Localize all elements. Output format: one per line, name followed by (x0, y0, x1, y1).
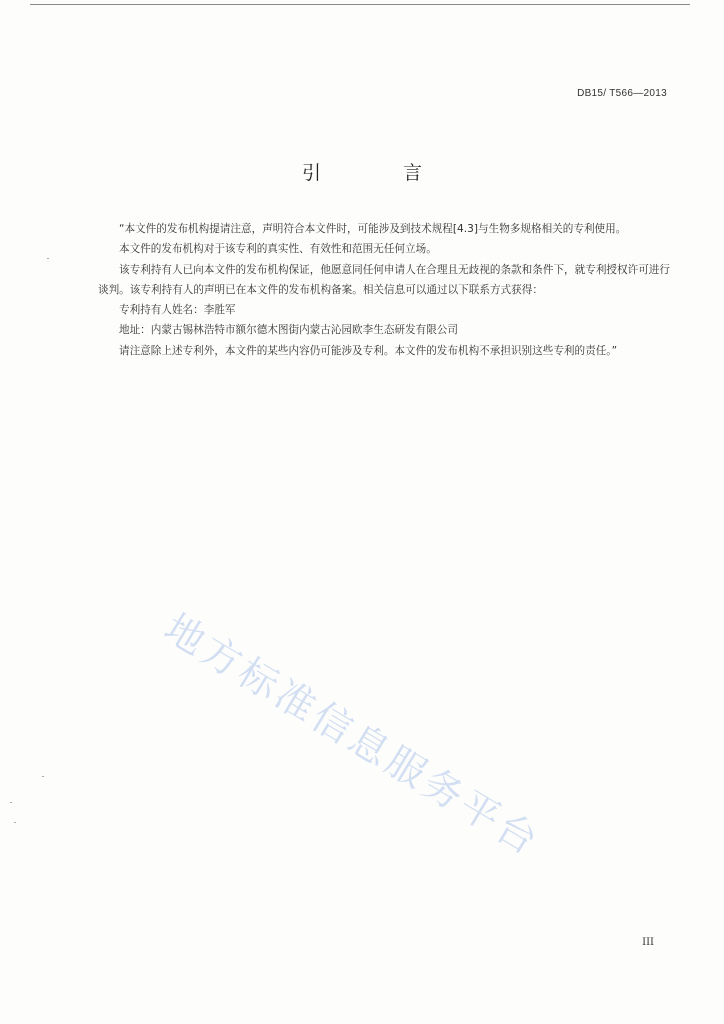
paragraph-holder-address: 地址：内蒙古锡林浩特市额尔德木图街内蒙古沁园欧李生态研发有限公司 (119, 324, 458, 337)
paragraph-holder-guarantee: 该专利持有人已向本文件的发布机构保证，他愿意同任何申请人在合理且无歧视的条款和条件下，就专利授权许可进行谈判。该专利持有人的声明已在本文件的发布机构备案。相关信息可以通过以下联系方式获得： (98, 263, 670, 296)
scan-speck (10, 802, 12, 803)
paragraph-holder-name: 专利持有人姓名：李胜军 (119, 304, 236, 317)
section-title: 引 言 (301, 162, 461, 184)
watermark: 地方标准信息服务平台 (156, 605, 548, 866)
paragraph-patent-notice: “本文件的发布机构提请注意，声明符合本文件时，可能涉及到技术规程[4.3]与生物多规格相关的专利使用。 (119, 223, 627, 235)
page-number: III (642, 937, 654, 948)
scan-speck (47, 258, 49, 259)
paragraph-no-position: 本文件的发布机构对于该专利的真实性、有效性和范围无任何立场。 (119, 243, 437, 256)
paragraph-disclaimer: 请注意除上述专利外，本文件的某些内容仍可能涉及专利。本文件的发布机构不承担识别这些专利的责任。” (119, 344, 618, 357)
scan-speck (42, 776, 44, 777)
top-border-rule (30, 4, 690, 5)
document-code: DB15/ T566—2013 (577, 88, 667, 99)
scan-speck (14, 822, 16, 823)
body-text (98, 219, 670, 361)
